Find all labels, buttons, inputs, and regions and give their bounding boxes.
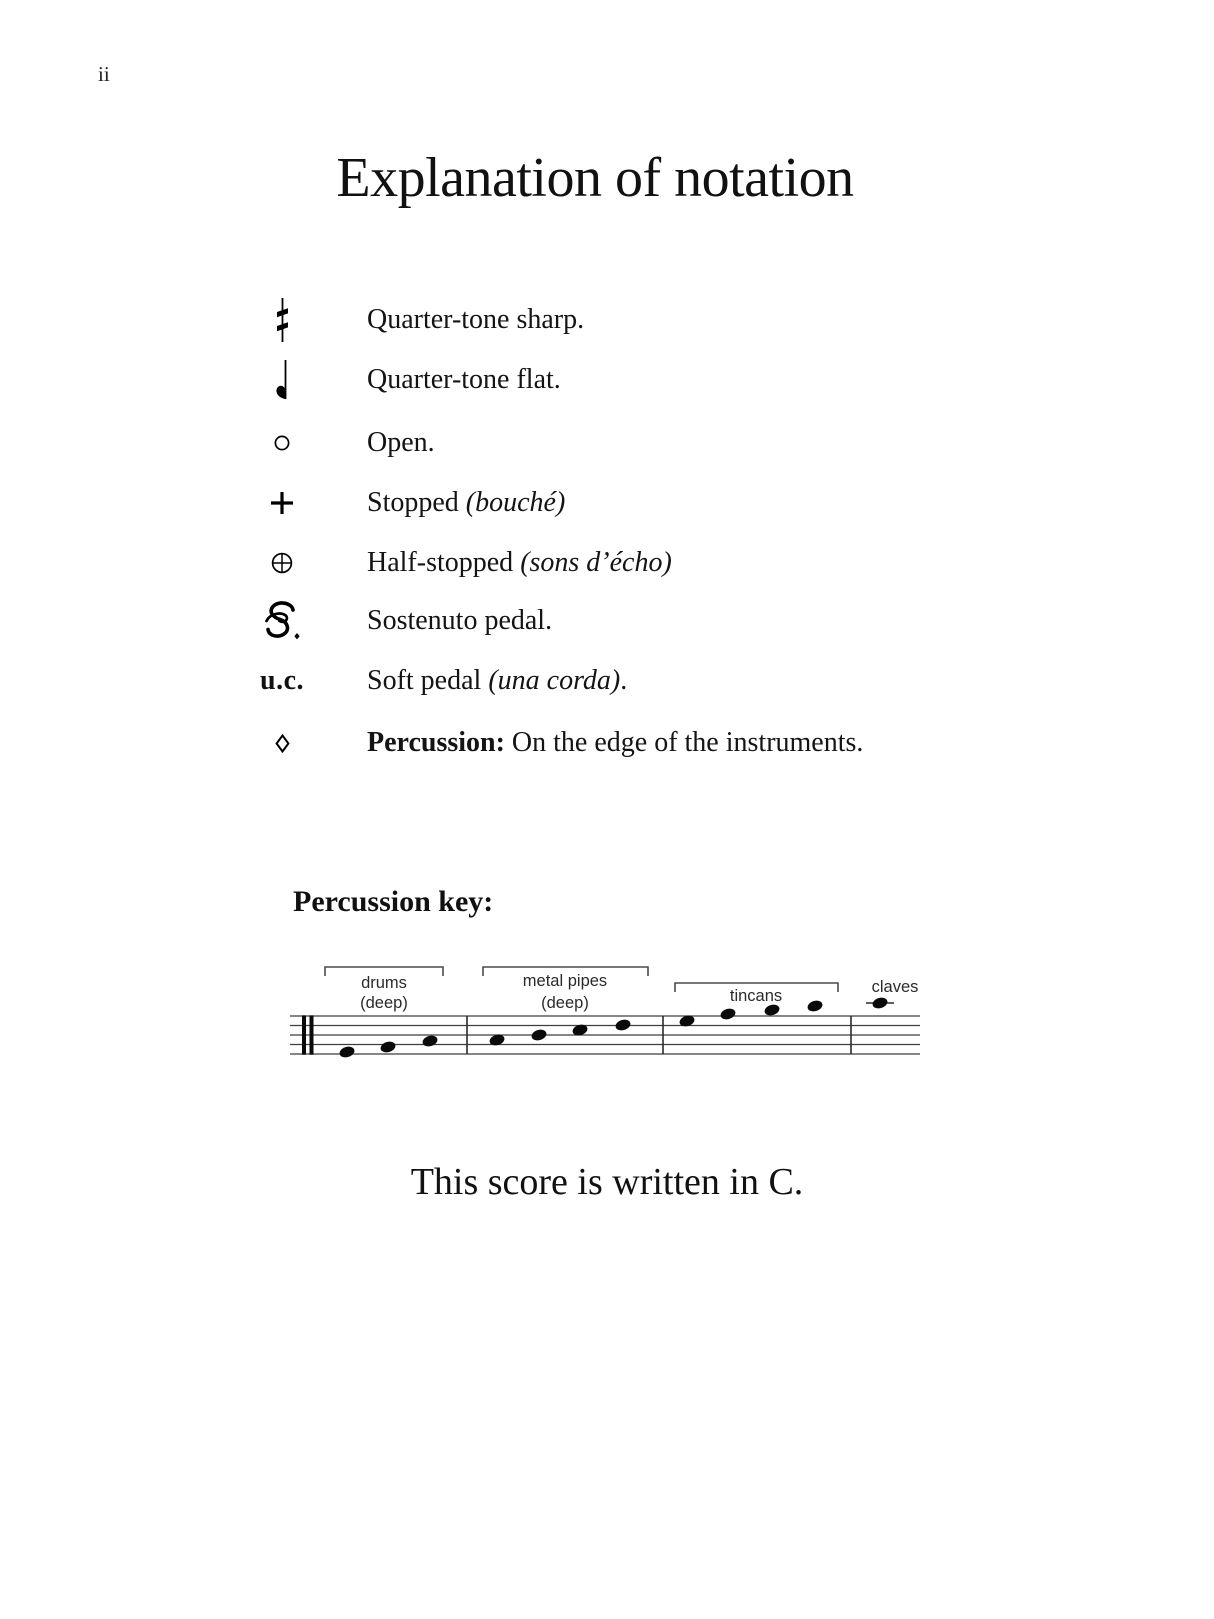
music-staff-figure bbox=[260, 928, 940, 1078]
page-number: ii bbox=[98, 62, 110, 86]
open-circle-icon bbox=[250, 434, 314, 452]
notation-text-italic: (sons d’écho) bbox=[520, 547, 672, 578]
label-drums: drums bbox=[361, 974, 407, 992]
percussion-key-heading: Percussion key: bbox=[293, 885, 494, 918]
notation-row bbox=[0, 720, 1000, 766]
circled-plus-icon bbox=[250, 551, 314, 575]
notation-row bbox=[0, 420, 1000, 466]
label-metal-pipes: metal pipes bbox=[522, 972, 608, 990]
label-tincans: tincans bbox=[729, 987, 783, 1005]
notation-text-italic: (bouché) bbox=[465, 487, 566, 518]
notation-text bbox=[367, 665, 627, 697]
quarter-tone-flat-icon bbox=[250, 357, 314, 403]
notation-text: Quarter-tone flat. bbox=[367, 364, 561, 395]
notation-text: Open. bbox=[367, 427, 435, 458]
una-corda-abbreviation bbox=[250, 665, 314, 697]
closing-statement: This score is written in C. bbox=[410, 1161, 804, 1203]
label-drums-qualifier: (deep) bbox=[360, 994, 408, 1012]
notation-text bbox=[367, 547, 672, 579]
plus-icon bbox=[250, 490, 314, 516]
sostenuto-pedal-icon bbox=[250, 599, 314, 643]
page-title: Explanation of notation bbox=[336, 147, 854, 209]
notation-row bbox=[0, 598, 1000, 644]
notation-row bbox=[0, 540, 1000, 586]
notation-text-plain: Stopped bbox=[367, 487, 466, 518]
notation-row bbox=[0, 658, 1000, 704]
notation-text-italic: (una corda) bbox=[488, 665, 621, 696]
notation-text-plain: Soft pedal bbox=[367, 665, 489, 696]
quarter-tone-sharp-icon bbox=[250, 296, 314, 344]
notation-text-plain: On the edge of the instruments. bbox=[504, 727, 864, 758]
percussion-key-staff bbox=[260, 928, 940, 1078]
label-metal-pipes-qualifier: (deep) bbox=[541, 994, 589, 1012]
notation-text: Sostenuto pedal. bbox=[367, 605, 553, 636]
notation-text bbox=[367, 487, 565, 519]
notation-text bbox=[367, 727, 863, 759]
notation-row bbox=[0, 480, 1000, 526]
noteheads bbox=[338, 996, 889, 1059]
label-claves: claves bbox=[871, 978, 919, 996]
notation-symbol-label: u.c. bbox=[260, 665, 304, 696]
notation-text: Quarter-tone sharp. bbox=[367, 304, 585, 335]
notation-text-plain: . bbox=[620, 665, 628, 696]
notation-text-bold: Percussion: bbox=[367, 727, 505, 758]
small-diamond-icon bbox=[250, 734, 314, 753]
notation-row bbox=[0, 297, 1000, 343]
notation-row bbox=[0, 357, 1000, 403]
notation-text-plain: Half-stopped bbox=[367, 547, 521, 578]
